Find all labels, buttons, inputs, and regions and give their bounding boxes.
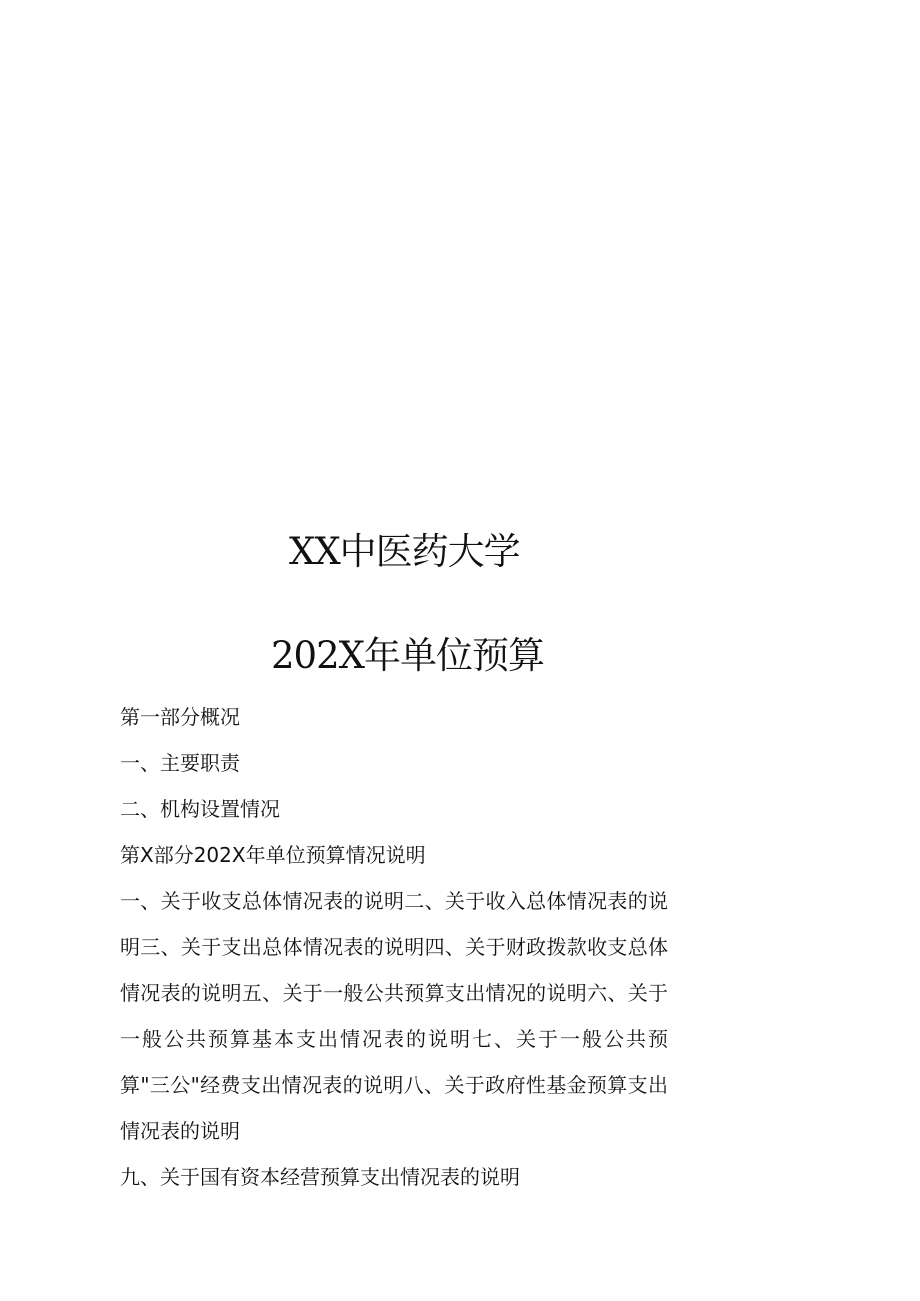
document-subtitle: 202X年单位预算 [271, 634, 544, 677]
document-title: XX中医药大学 [289, 530, 520, 573]
contents-item-organization: 二、机构设置情况 [120, 797, 280, 821]
contents-part-x: 第X部分202X年单位预算情况说明 [120, 843, 426, 867]
contents-part-one: 第一部分概况 [120, 705, 240, 729]
contents-item-duties: 一、主要职责 [120, 751, 240, 775]
contents-item-nine: 九、关于国有资本经营预算支出情况表的说明 [120, 1165, 520, 1189]
contents-explanation-list: 一、关于收支总体情况表的说明二、关于收入总体情况表的说明三、关于支出总体情况表的说明四、关于财政拨款收支总体情况表的说明五、关于一般公共预算支出情况的说明六、关于一般公共预算基本支出情况表的说明七、关于一般公共预算"三公"经费支出情况表的说明八、关于政府性基金预算支出情况表的说明 [120, 889, 668, 1143]
contents-section [120, 694, 680, 1200]
